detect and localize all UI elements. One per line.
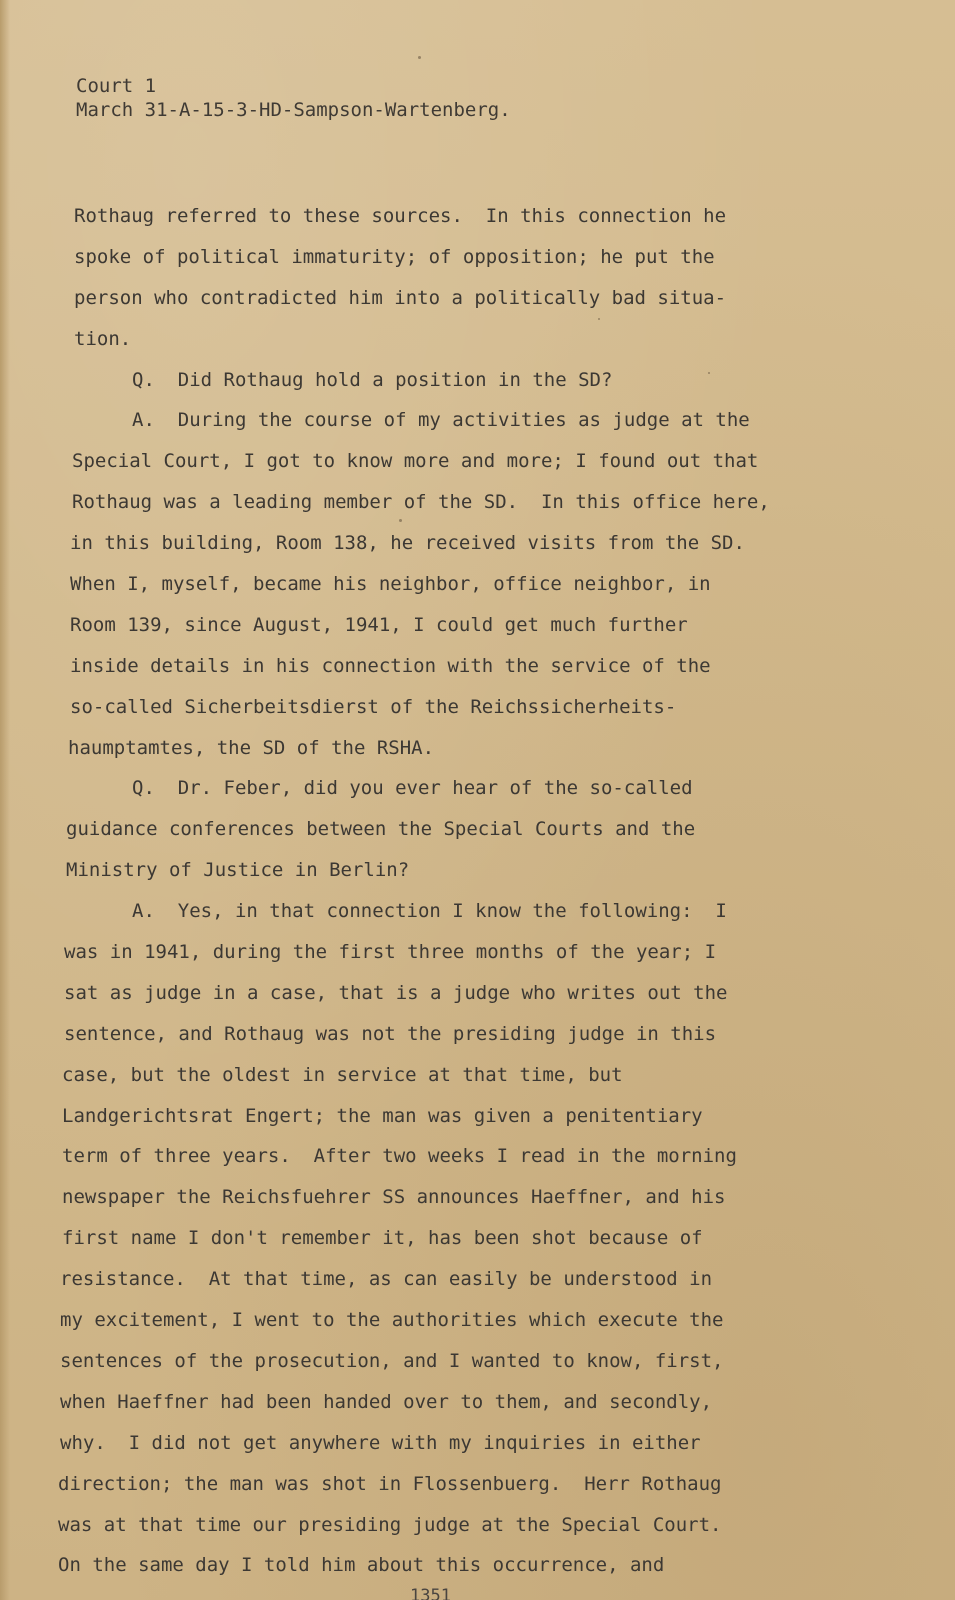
text-line: when Haeffner had been handed over to them, and secondly, xyxy=(60,1390,713,1413)
text-line: was in 1941, during the first three months of the year; I xyxy=(64,941,717,964)
paper-speck xyxy=(708,372,710,374)
text-line: newspaper the Reichsfuehrer SS announces Haeffner, and his xyxy=(62,1186,726,1209)
text-line: direction; the man was shot in Flossenbuerg. Herr Rothaug xyxy=(58,1472,722,1495)
text-line: why. I did not get anywhere with my inquiries in either xyxy=(60,1431,701,1454)
text-line: sentences of the prosecution, and I wanted to know, first, xyxy=(60,1349,724,1372)
text-line: sentence, and Rothaug was not the presiding judge in this xyxy=(64,1022,717,1045)
text-line: guidance conferences between the Special Courts and the xyxy=(66,818,696,841)
text-line: Room 139, since August, 1941, I could get much further xyxy=(70,613,688,636)
answer-line: A. During the course of my activities as judge at the xyxy=(132,409,750,432)
text-line: resistance. At that time, as can easily be understood in xyxy=(60,1268,713,1291)
page-edge xyxy=(0,0,10,1600)
text-line: Landgerichtsrat Engert; the man was given a penitentiary xyxy=(62,1104,703,1127)
text-line: spoke of political immaturity; of opposition; he put the xyxy=(74,245,715,268)
text-line: my excitement, I went to the authorities which execute the xyxy=(60,1309,724,1332)
text-line: first name I don't remember it, has been shot because of xyxy=(62,1227,703,1250)
text-line: case, but the oldest in service at that time, but xyxy=(62,1063,623,1086)
text-line: was at that time our presiding judge at the Special Court. xyxy=(58,1513,722,1536)
text-line: Ministry of Justice in Berlin? xyxy=(66,859,410,882)
text-line: person who contradicted him into a politically bad situa- xyxy=(74,286,727,309)
text-line: Rothaug referred to these sources. In this connection he xyxy=(74,205,727,227)
session-reference: March 31-A-15-3-HD-Sampson-Wartenberg. xyxy=(76,99,511,121)
text-line: On the same day I told him about this occurrence, and xyxy=(58,1554,665,1577)
text-line: so-called Sicherbeitsdierst of the Reichssicherheits- xyxy=(70,695,677,718)
question-line: Q. Did Rothaug hold a position in the SD? xyxy=(132,368,613,391)
text-line: When I, myself, became his neighbor, office neighbor, in xyxy=(70,573,711,596)
paper-speck xyxy=(399,519,402,522)
paper-speck xyxy=(598,318,600,320)
transcript-body xyxy=(58,196,878,1586)
text-line: tion. xyxy=(74,327,132,350)
text-line: sat as judge in a case, that is a judge who writes out the xyxy=(64,981,728,1004)
question-line: Q. Dr. Feber, did you ever hear of the so-called xyxy=(132,777,693,800)
court-label: Court 1 xyxy=(76,75,157,97)
page-number: 1351 xyxy=(410,1586,451,1600)
text-line: Special Court, I got to know more and more; I found out that xyxy=(72,450,759,473)
text-line: inside details in his connection with the service of the xyxy=(70,654,711,677)
text-line: haumptamtes, the SD of the RSHA. xyxy=(68,736,435,759)
paper-speck xyxy=(418,56,421,59)
text-line: in this building, Room 138, he received visits from the SD. xyxy=(70,532,745,555)
text-line: term of three years. After two weeks I read in the morning xyxy=(62,1145,737,1168)
text-line: Rothaug was a leading member of the SD. In this office here, xyxy=(72,491,770,514)
answer-line: A. Yes, in that connection I know the following: I xyxy=(132,900,727,923)
document-header xyxy=(76,74,511,122)
